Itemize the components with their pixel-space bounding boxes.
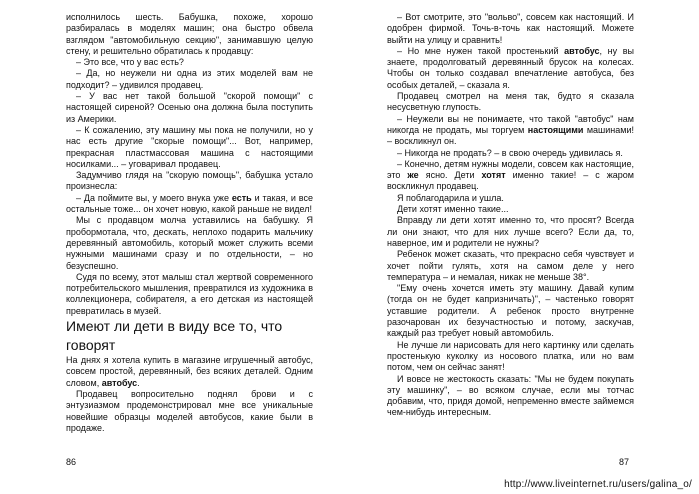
paragraph (66, 125, 313, 170)
paragraph (66, 12, 313, 57)
paragraph-text: исполнилось шесть. Бабушка, похоже, хорошо разбиралась в моделях машин; она быстро обвела взглядом "автомобильную секцию", занимавшую целую стену, и решительно обратилась к продавцу: (66, 12, 313, 56)
page-number-right: 87 (619, 457, 630, 467)
paragraph-text: – К сожалению, эту машину мы пока не получили, но у нас есть другие "скорые помощи"... Вот, например, прекрасная пластмассовая машина с настоящими носилками... – уговаривал продавец. (66, 124, 313, 169)
paragraph (66, 272, 313, 317)
right-paragraphs (387, 12, 634, 419)
paragraph-text: – Неужели вы не понимаете, что такой "автобус" нам никогда не продать, мы торгуем (387, 113, 634, 135)
paragraph-text: – У вас нет такой большой "скорой помощи" с настоящей сиреной? Осенью она должна была поступить из Америки. (66, 91, 313, 124)
emphasis-text: автобус (101, 377, 138, 388)
paragraph-text: ясно. Дети (418, 170, 482, 181)
paragraph-text: – Да, но неужели ни одна из этих моделей вам не подходит? – удивился продавец. (66, 68, 313, 90)
paragraph-text: Не лучше ли нарисовать для него картинку или сделать простенькую куколку из носового платка, или но вам потом, чем он сейчас занят! (387, 339, 634, 373)
left-text-column (66, 12, 313, 434)
paragraph (387, 215, 634, 249)
paragraph-text: "Ему очень хочется иметь эту машину. Давай купим (тогда он не будет капризничать)", – частенько говорят уставшие родители. А ребенок просто внутренне разочарован их безучастностью и потому, заскучав, каждый раз требует новый автомобиль. (387, 283, 634, 339)
left-page (0, 0, 349, 494)
source-url-footer: http://www.liveinternet.ru/users/galina_o/ (504, 479, 692, 490)
paragraph-text: Мы с продавцом молча уставились на бабушку. Я пробормотала, что, дескать, неплохо подарить мальчику деревянный автомобиль, который может служить всеми нужными машинами сразу и по отдельности, – но безуспешно. (66, 215, 313, 271)
paragraph-text: именно такие! – с жаром воскликнул продавец. (387, 170, 634, 192)
paragraph (66, 170, 313, 193)
paragraph-text: машинами! – воскликнул он. (387, 124, 634, 147)
paragraph-text: – Да поймите вы, у моего внука уже (76, 192, 232, 203)
emphasis-text: автобус (564, 45, 600, 56)
paragraph-text: Судя по всему, этот малыш стал жертвой современного потребительского мышления, превратился из художника в коллекционера, собирателя, а его детская из настоящей превратилась в музей. (66, 271, 313, 316)
paragraph (66, 355, 313, 389)
paragraph-text: – Никогда не продать? – в свою очередь удивилась я. (397, 147, 623, 158)
emphasis-text: есть (231, 192, 252, 203)
right-text-column (387, 12, 634, 419)
paragraph (387, 114, 634, 148)
paragraph-text: Я поблагодарила и ушла. (397, 192, 504, 203)
page-number-left: 86 (66, 457, 77, 467)
emphasis-text: настоящими (527, 124, 584, 135)
paragraph-text: Дети хотят именно такие... (397, 204, 509, 215)
paragraph-text: Вправду ли дети хотят именно то, что просят? Всегда ли они знают, что для них лучше всего? Если да, то, наверное, им и родители не нужны? (387, 215, 634, 248)
left-paragraphs-after-heading (66, 355, 313, 434)
paragraph (387, 283, 634, 339)
paragraph-text: , ну вы знаете, продолговатый деревянный брусок на колесах. Чтобы он только создавал впечатление автобуса, без особых деталей, – сказала я. (387, 45, 634, 90)
paragraph (387, 193, 634, 204)
paragraph-text: Ребенок может сказать, что прекрасно себя чувствует и хочет пойти гулять, хотя на самом деле у него температура – и немалая, никак не меньше 38°. (387, 249, 634, 282)
paragraph (387, 159, 634, 193)
paragraph (387, 204, 634, 215)
emphasis-text: хотят (481, 170, 506, 181)
paragraph (387, 148, 634, 159)
paragraph-text: Продавец смотрел на меня так, будто я сказала несусветную глупость. (387, 91, 634, 113)
paragraph-text: – Это все, что у вас есть? (76, 57, 184, 68)
emphasis-text: же (407, 170, 419, 181)
paragraph (387, 249, 634, 283)
paragraph-text: – Вот смотрите, это "вольво", совсем как настоящий. И одобрен фирмой. Точь-в-точь как настоящий. Можете выйти на улицу и сравнить! (387, 12, 634, 45)
paragraph-text: Продавец вопросительно поднял брови и с энтузиазмом продемонстрировал мне все уникальные новейшие образцы моделей автобусов, какие были в продаже. (66, 388, 313, 433)
paragraph (387, 91, 634, 114)
paragraph-text: . (137, 377, 140, 388)
paragraph (66, 91, 313, 125)
paragraph (66, 389, 313, 434)
paragraph (387, 374, 634, 419)
paragraph-text: и такая, и все остальные тоже... он хочет новую, какой раньше не видел! (66, 192, 313, 215)
left-paragraphs (66, 12, 313, 317)
paragraph-text: На днях я хотела купить в магазине игрушечный автобус, совсем простой, деревянный, без всяких деталей. Одним словом, (66, 355, 313, 388)
paragraph (66, 215, 313, 271)
paragraph (387, 46, 634, 91)
paragraph (66, 193, 313, 216)
paragraph-text: – Конечно, детям нужны модели, совсем как настоящие, это (387, 158, 634, 181)
right-page (350, 0, 699, 494)
paragraph-text: – Но мне нужен такой простенький (397, 45, 565, 56)
section-heading: Имеют ли дети в виду все то, что говорят (66, 318, 283, 354)
paragraph-text: Задумчиво глядя на "скорую помощь", бабушка устало произнесла: (66, 170, 313, 192)
paragraph-text: И вовсе не жестокость сказать: "Мы не будем покупать эту машинку", – во всяком случае, если мы тотчас добавим, что, придя домой, непременно вместе займемся чем-нибудь интересным. (387, 373, 634, 418)
paragraph (387, 340, 634, 374)
paragraph (66, 57, 313, 68)
paragraph (66, 68, 313, 91)
paragraph (387, 12, 634, 46)
